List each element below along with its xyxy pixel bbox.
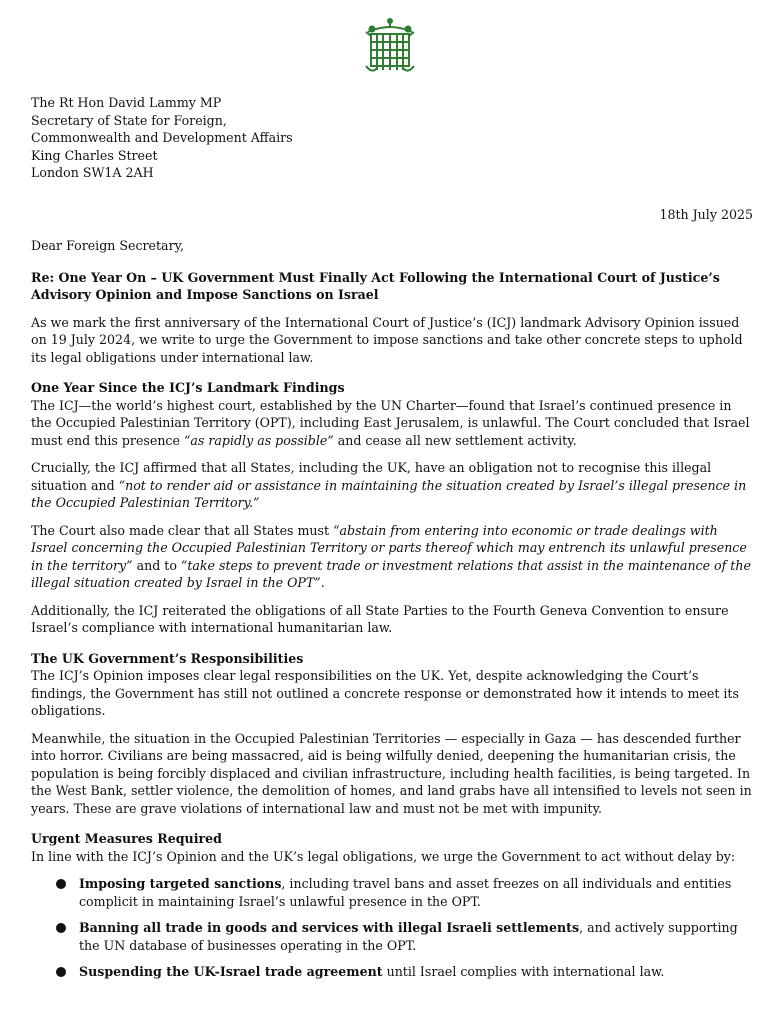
quote: “not to render aid or assistance in maintaining the situation created by Israel’s illegal presence in the Occupied Palestinian Territory.”: [31, 477, 747, 510]
list-item: Banning all trade in goods and services with illegal Israeli settlements, and actively supporting the UN database of businesses operating in the OPT.: [31, 919, 753, 954]
address-line: London SW1A 2AH: [31, 165, 154, 180]
paragraph: Meanwhile, the situation in the Occupied Palestinian Territories — especially in Gaza — has descended further into horror. Civilians are being massacred, aid is being wilfully denied, deepening the humanitarian crisis, the population is being forcibly displaced and civilian infrastructure, including health facilities, is being targeted. In the West Bank, settler violence, the demolition of homes, and land grabs have all intensified to levels not seen in years. These are grave violations of international law and must not be met with impunity.: [31, 730, 752, 816]
measures-list: [31, 875, 753, 981]
address-line: The Rt Hon David Lammy MP: [31, 95, 222, 110]
paragraph: Additionally, the ICJ reiterated the obligations of all State Parties to the Fourth Geneva Convention to ensure Israel’s compliance with international humanitarian law.: [31, 602, 729, 635]
subject-line: Re: One Year On – UK Government Must Finally Act Following the International Court of Justice’s Advisory Opinion and Impose Sanctions on Israel: [31, 269, 720, 302]
list-item: Suspending the UK-Israel trade agreement until Israel complies with international law.: [31, 963, 753, 981]
quote: “take steps to prevent trade or investment relations that assist in the maintenance of the illegal situation created by Israel in the OPT”: [31, 557, 751, 590]
section-heading: Urgent Measures Required: [31, 831, 222, 846]
paragraph: Crucially, the ICJ affirmed that all States, including the UK, have an obligation not to recognise this illegal situation and “not to render aid or assistance in maintaining the situation created by Israel’s illegal presence in the Occupied Palestinian Territory.”: [31, 460, 747, 510]
portcullis-icon: [362, 18, 418, 76]
quote: “abstain from entering into economic or trade dealings with Israel concerning the Occupied Palestinian Territory or parts thereof which may entrench its unlawful presence in the territory”: [31, 522, 747, 573]
letter-date: 18th July 2025: [659, 206, 753, 222]
paragraph: The ICJ’s Opinion imposes clear legal responsibilities on the UK. Yet, despite acknowledging the Court’s findings, the Government has still not outlined a concrete response or demonstrated how it intends to meet its obligations.: [31, 668, 739, 718]
address-line: Commonwealth and Development Affairs: [31, 130, 293, 145]
letter: [31, 94, 753, 990]
quote: “as rapidly as possible”: [183, 432, 334, 448]
paragraph: The ICJ—the world’s highest court, established by the UN Charter—found that Israel’s continued presence in the Occupied Palestinian Territory (OPT), including East Jerusalem, is unlawful. The Court concluded that Israel must end this presence “as rapidly as possible” and cease all new settlement activity.: [31, 397, 750, 448]
bullet-icon: [56, 967, 66, 977]
recipient-address: [31, 94, 753, 182]
list-item: Imposing targeted sanctions, including travel bans and asset freezes on all individuals and entities complicit in maintaining Israel’s unlawful presence in the OPT.: [31, 875, 753, 910]
paragraph: In line with the ICJ’s Opinion and the UK’s legal obligations, we urge the Government to act without delay by:: [31, 848, 736, 864]
bullet-icon: [56, 923, 66, 933]
address-line: King Charles Street: [31, 147, 158, 163]
bullet-icon: [56, 879, 66, 889]
section-heading: One Year Since the ICJ’s Landmark Findings: [31, 380, 345, 395]
intro-paragraph: As we mark the first anniversary of the International Court of Justice’s (ICJ) landmark Advisory Opinion issued on 19 July 2024, we write to urge the Government to impose sanctions and take other concrete steps to uphold its legal obligations under international law.: [31, 314, 743, 365]
paragraph: The Court also made clear that all States must “abstain from entering into economic or trade dealings with Israel concerning the Occupied Palestinian Territory or parts thereof which may entrench its unlawful presence in the territory” and to “take steps to prevent trade or investment relations that assist in the maintenance of the illegal situation created by Israel in the OPT”.: [31, 522, 751, 590]
greeting: Dear Foreign Secretary,: [31, 238, 185, 253]
address-line: Secretary of State for Foreign,: [31, 112, 227, 128]
section-heading: The UK Government’s Responsibilities: [31, 650, 304, 666]
